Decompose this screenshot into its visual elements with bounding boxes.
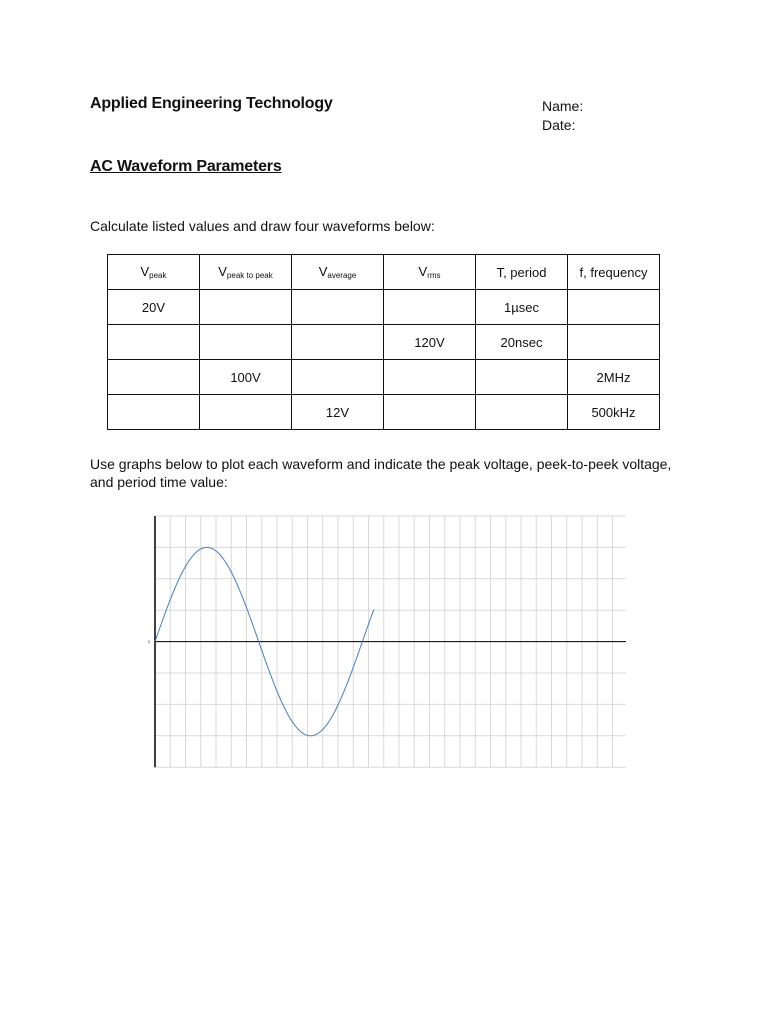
student-info xyxy=(542,97,583,135)
table-row xyxy=(108,325,660,360)
table-cell[interactable] xyxy=(384,395,476,430)
table-cell[interactable] xyxy=(292,325,384,360)
document-title: Applied Engineering Technology xyxy=(90,95,333,112)
header-frequency: f, frequency xyxy=(568,255,660,290)
table-row xyxy=(108,290,660,325)
header-period: T, period xyxy=(476,255,568,290)
table-cell[interactable] xyxy=(292,290,384,325)
instruction-text: Calculate listed values and draw four waveforms below: xyxy=(90,218,435,234)
header-vrms: $V_{rms}$ xyxy=(384,255,476,290)
table-cell[interactable]: 12V xyxy=(292,395,384,430)
table-cell[interactable]: 2MHz xyxy=(568,360,660,395)
table-cell[interactable]: 1µsec xyxy=(476,290,568,325)
table-cell[interactable]: 500kHz xyxy=(568,395,660,430)
parameters-table xyxy=(107,254,660,430)
table-cell[interactable] xyxy=(384,360,476,395)
header-vaverage: $V_{average}$ xyxy=(292,255,384,290)
table-cell[interactable] xyxy=(476,360,568,395)
graph-instructions: Use graphs below to plot each waveform and indicate the peak voltage, peek-to-peek voltage, and period time value: xyxy=(90,456,672,490)
table-cell[interactable] xyxy=(384,290,476,325)
waveform-graph xyxy=(146,510,626,772)
table-cell[interactable]: 120V xyxy=(384,325,476,360)
header-vpeak-to-peak: $V_{peak to peak}$ xyxy=(200,255,292,290)
graph-axes xyxy=(155,516,626,767)
table-cell[interactable] xyxy=(568,290,660,325)
date-label: Date: xyxy=(542,117,576,133)
table-row xyxy=(108,360,660,395)
table-cell[interactable] xyxy=(200,395,292,430)
table-cell[interactable]: 100V xyxy=(200,360,292,395)
table-cell[interactable] xyxy=(568,325,660,360)
name-label: Name: xyxy=(542,98,584,114)
table-cell[interactable] xyxy=(292,360,384,395)
table-cell[interactable] xyxy=(200,325,292,360)
table-row xyxy=(108,395,660,430)
table-cell[interactable] xyxy=(476,395,568,430)
table-cell[interactable] xyxy=(108,325,200,360)
origin-label: 0 xyxy=(148,639,151,645)
table-cell[interactable] xyxy=(108,360,200,395)
section-title: AC Waveform Parameters xyxy=(90,158,282,175)
table-cell[interactable]: 20V xyxy=(108,290,200,325)
table-header-row xyxy=(108,255,660,290)
table-cell[interactable] xyxy=(200,290,292,325)
header-vpeak: $V_{peak}$ xyxy=(108,255,200,290)
table-cell[interactable] xyxy=(108,395,200,430)
table-cell[interactable]: 20nsec xyxy=(476,325,568,360)
